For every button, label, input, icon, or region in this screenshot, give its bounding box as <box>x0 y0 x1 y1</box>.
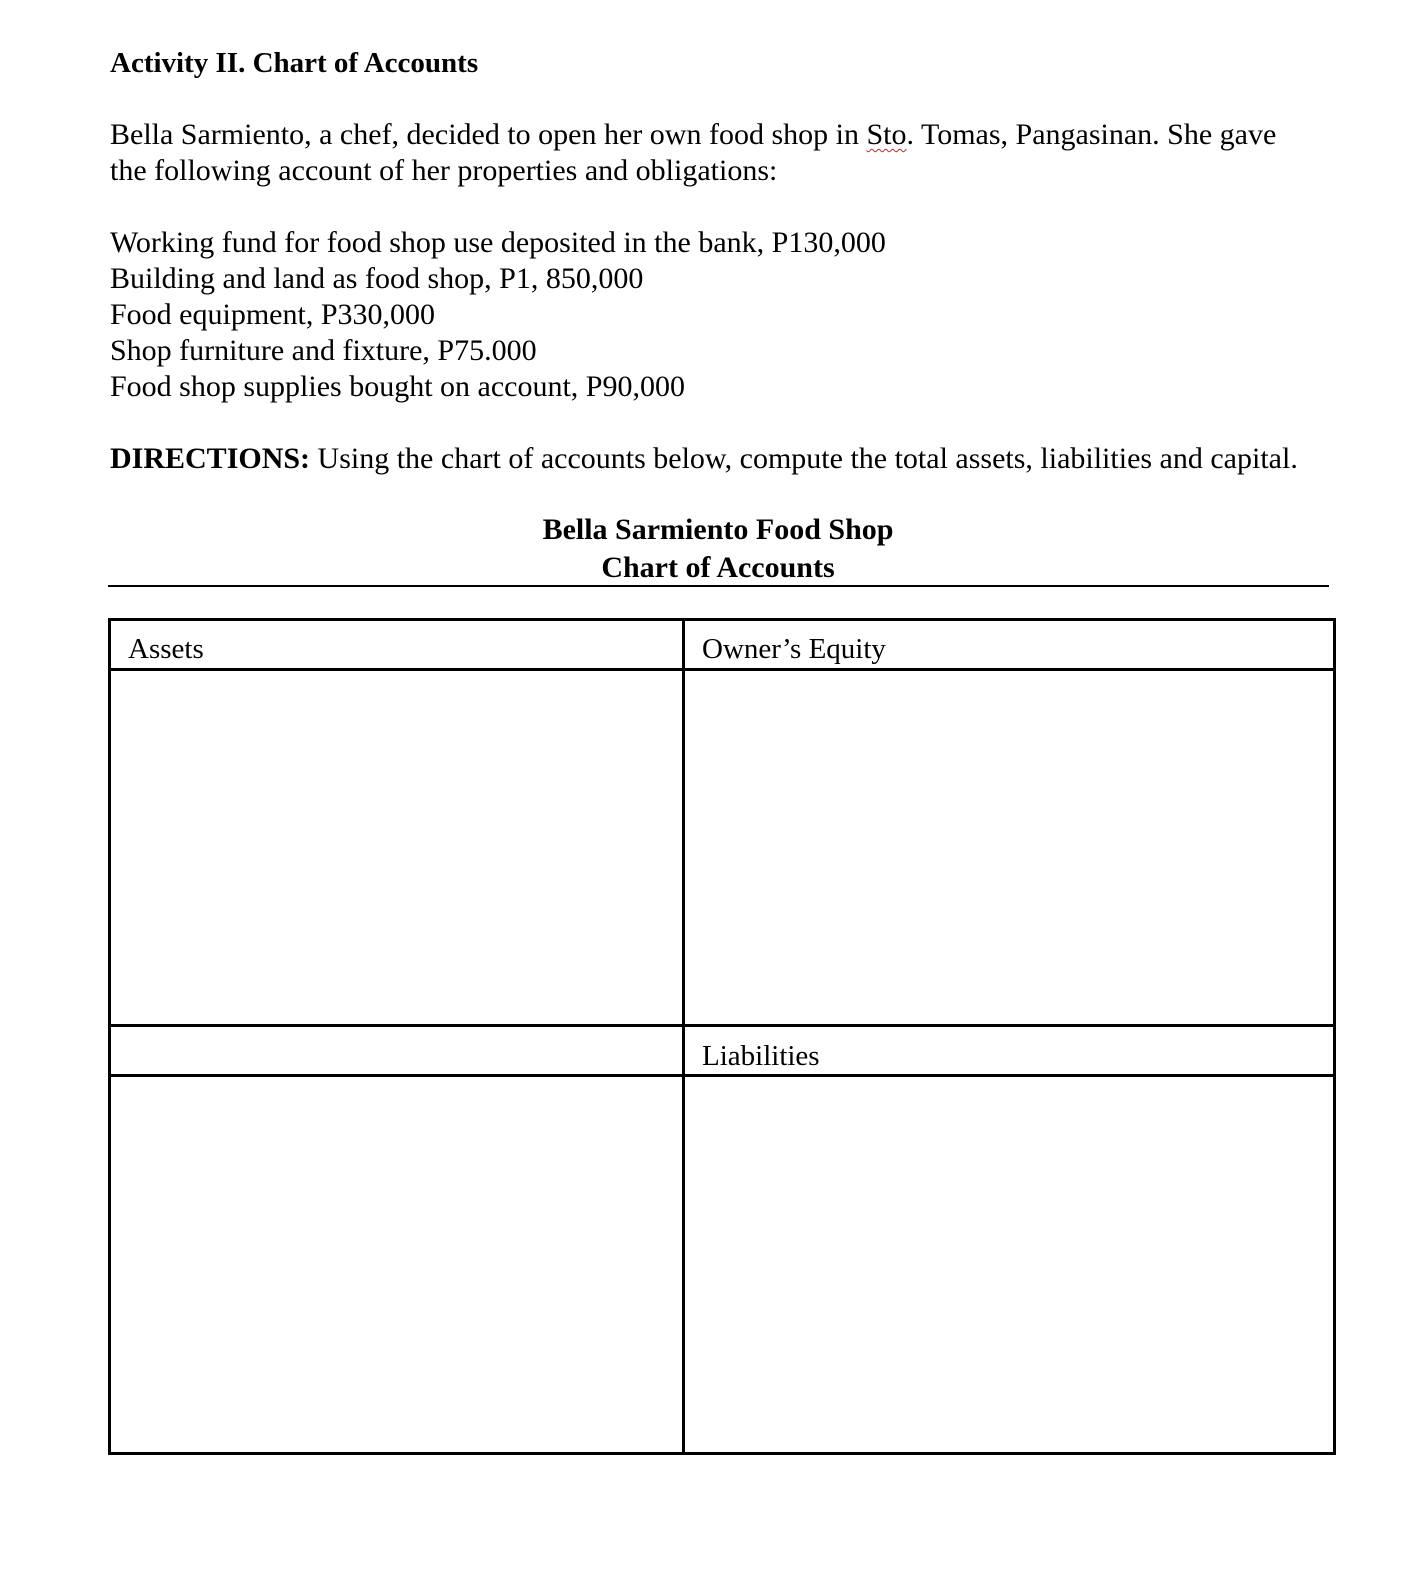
assets-answer-cell[interactable] <box>111 671 682 1024</box>
account-item: Building and land as food shop, P1, 850,000 <box>110 262 644 295</box>
liabilities-answer-cell[interactable] <box>685 1077 1333 1452</box>
account-list <box>110 225 886 405</box>
assets-answer-cell[interactable] <box>111 1027 682 1074</box>
account-item: Working fund for food shop use deposited in the bank, P130,000 <box>110 226 886 259</box>
assets-answer-cell[interactable] <box>111 1077 682 1452</box>
directions-text: Using the chart of accounts below, compute the total assets, liabilities and capital. <box>310 442 1298 475</box>
directions <box>110 440 1298 478</box>
activity-title: Activity II. Chart of Accounts <box>110 47 479 79</box>
intro-line-2: the following account of her properties and obligations: <box>110 154 778 187</box>
chart-heading-shop-name: Bella Sarmiento Food Shop <box>542 513 894 546</box>
intro-paragraph <box>110 117 1340 189</box>
directions-label: DIRECTIONS: <box>110 442 311 475</box>
account-item: Shop furniture and fixture, P75.000 <box>110 334 537 367</box>
owners-equity-answer-cell[interactable] <box>685 671 1333 1024</box>
assets-header: Assets <box>128 633 204 665</box>
chart-heading <box>400 511 1036 587</box>
chart-heading-subtitle: Chart of Accounts <box>601 551 835 584</box>
account-item: Food shop supplies bought on account, P90,000 <box>110 370 685 403</box>
account-item: Food equipment, P330,000 <box>110 298 436 331</box>
intro-line-1 <box>110 117 1340 153</box>
intro-line-1-end: . Tomas, Pangasinan. She gave <box>906 118 1277 151</box>
spellcheck-flagged-word: Sto <box>866 118 907 151</box>
heading-divider <box>108 585 1329 587</box>
intro-line-1-start: Bella Sarmiento, a chef, decided to open her own food shop in <box>110 118 867 151</box>
owners-equity-header: Owner’s Equity <box>702 633 886 665</box>
liabilities-header: Liabilities <box>702 1040 820 1072</box>
